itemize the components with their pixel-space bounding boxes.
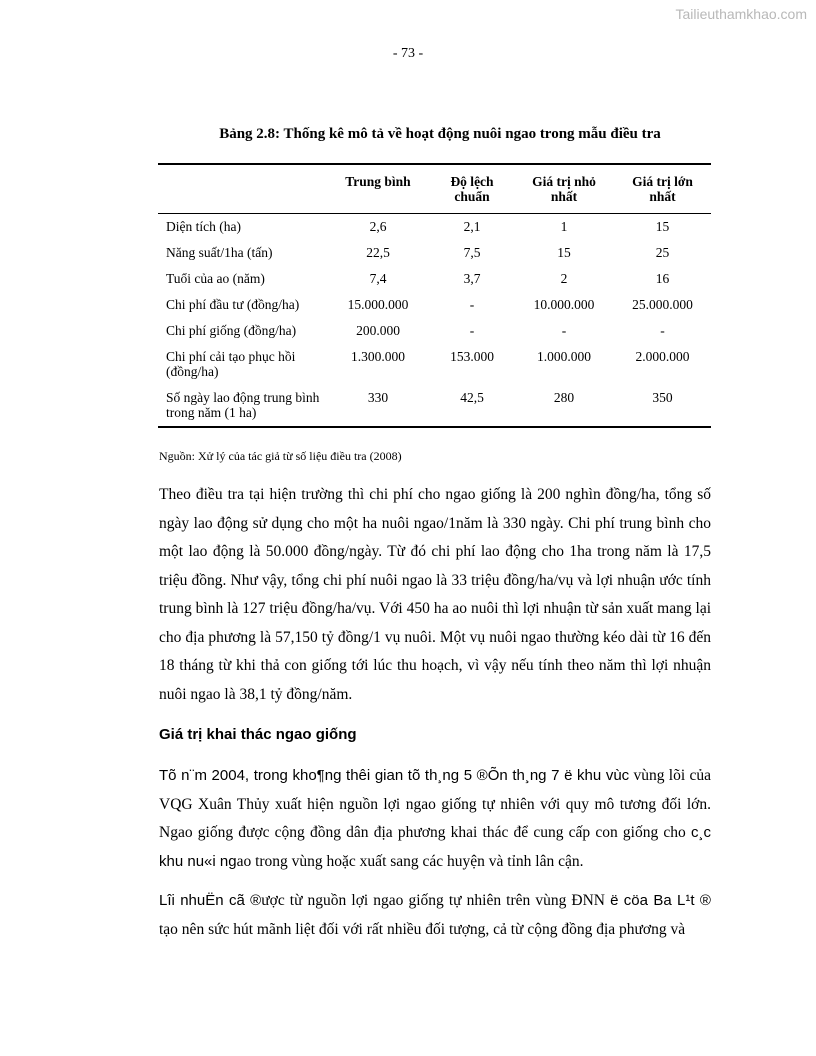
body-paragraph: Theo điều tra tại hiện trường thì chi phí cho ngao giống là 200 nghìn đồng/ha, tổng số ngày lao động sử dụng cho một ha nuôi ngao/1năm là 330 ngày. Chi phí trung bình cho một lao động là 50.000 đồng/ngày. Từ đó chi phí lao động cho 1ha trong năm là 17,5 triệu đồng. Như vậy, tổng chi phí nuôi ngao là 33 triệu đồng/ha/vụ và lợi nhuận ước tính trung bình là 127 triệu đồng/ha/vụ. Với 450 ha ao nuôi thì lợi nhuận từ sản xuất mang lại cho địa phương là 57,150 tỷ đồng/1 vụ nuôi. Một vụ nuôi ngao thường kéo dài từ 16 đến 18 tháng từ khi thả con giống tới lúc thu hoạch, vì vậy nếu tính theo năm thì lợi nhuận nuôi ngao là 38,1 tỷ đồng/năm.: [159, 486, 711, 703]
statistics-table: [158, 163, 711, 428]
table-cell: 3,7: [463, 271, 481, 286]
table-row: [158, 344, 711, 385]
table-cell: 42,5: [460, 390, 484, 405]
table-row: [158, 385, 711, 427]
paragraph-text: ược từ nguồn lợi ngao giống tự nhiên trên vùng ĐNN: [261, 892, 611, 909]
row-label: Tuổi của ao (năm): [166, 271, 265, 286]
table-cell: 25.000.000: [632, 297, 693, 312]
table-header-row: [158, 164, 711, 214]
table-cell: 7,4: [369, 271, 387, 286]
table-cell: -: [469, 323, 475, 338]
table-cell: 2.000.000: [635, 349, 690, 364]
table-row: [158, 318, 711, 344]
table-cell: 10.000.000: [533, 297, 595, 312]
page-number: - 73 -: [392, 46, 424, 61]
table-source-note: Nguồn: Xử lý của tác giả từ số liệu điều tra (2008): [159, 449, 402, 463]
row-label: Diện tích (ha): [166, 219, 241, 234]
table-row: [158, 240, 711, 266]
table-header-cell: Độ lệch chuẩn: [430, 164, 514, 214]
table-row: [158, 292, 711, 318]
table-cell: 1: [560, 219, 568, 234]
table-cell: 15: [557, 245, 571, 260]
table-cell: 280: [553, 390, 575, 405]
section-heading: Giá trị khai thác ngao giống: [159, 726, 357, 743]
table-cell: 2,6: [369, 219, 387, 234]
table-cell: 153.000: [450, 349, 494, 364]
garbled-text: c¸c khu nu«i ng: [159, 824, 711, 870]
row-label: Năng suất/1ha (tấn): [166, 245, 273, 260]
row-label: Chi phí cải tạo phục hồi (đồng/ha): [166, 349, 296, 379]
table-cell: 15: [655, 219, 670, 234]
table-cell: 2,1: [463, 219, 481, 234]
table-cell: 25: [655, 245, 670, 260]
row-label: Chi phí giống (đồng/ha): [166, 323, 297, 338]
table-header-cell: Giá trị lớn nhất: [614, 164, 711, 214]
table-cell: -: [469, 297, 475, 312]
table-cell: -: [561, 323, 567, 338]
body-paragraph: [159, 762, 711, 876]
table-cell: 1.300.000: [351, 349, 405, 364]
table-cell: 200.000: [356, 323, 400, 338]
paragraph-text: tạo nên sức hút mãnh liệt đối với rất nhiều đối tượng, cả từ cộng đồng địa phương và: [159, 920, 686, 938]
table-cell: 1.000.000: [537, 349, 591, 364]
paragraph-text: ao trong vùng hoặc xuất sang các huyện và tỉnh lân cận.: [236, 852, 584, 870]
row-label: Số ngày lao động trung bình trong năm (1 ha): [166, 390, 320, 420]
table-cell: 22,5: [366, 245, 390, 260]
table-cell: 15.000.000: [347, 297, 409, 312]
row-label: Chi phí đầu tư (đồng/ha): [166, 297, 300, 312]
table-cell: 350: [652, 390, 673, 405]
table-cell: -: [660, 323, 665, 338]
table-header-cell: Trung bình: [326, 164, 430, 214]
table-header-cell: [158, 164, 326, 214]
table-header-cell: Giá trị nhỏ nhất: [514, 164, 614, 214]
table-cell: 16: [655, 271, 670, 286]
watermark: Tailieuthamkhao.com: [675, 6, 807, 22]
table-cell: 7,5: [463, 245, 481, 260]
table-caption: Bảng 2.8: Thống kê mô tả về hoạt động nuôi ngao trong mẫu điều tra: [219, 126, 661, 142]
table-cell: 2: [560, 271, 568, 286]
table-row: [158, 214, 711, 241]
garbled-text: ë cöa Ba L¹t ®: [610, 892, 711, 909]
garbled-text: Lîi nhuËn cã ®: [159, 892, 262, 909]
body-paragraph: [159, 887, 711, 944]
table-cell: 330: [367, 390, 389, 405]
garbled-text: Tõ n¨m 2004, trong kho¶ng thêi gian tõ th¸ng 5 ®Õn th¸ng 7 ë khu vùc: [159, 767, 630, 784]
paragraph-text: vùng lõi của VQG Xuân Thủy xuất hiện nguồn lợi ngao giống tự nhiên với quy mô tương đối lớn. Ngao giống được cộng đồng dân địa phương khai thác để cung cấp con giống cho: [159, 767, 711, 841]
table-row: [158, 266, 711, 292]
